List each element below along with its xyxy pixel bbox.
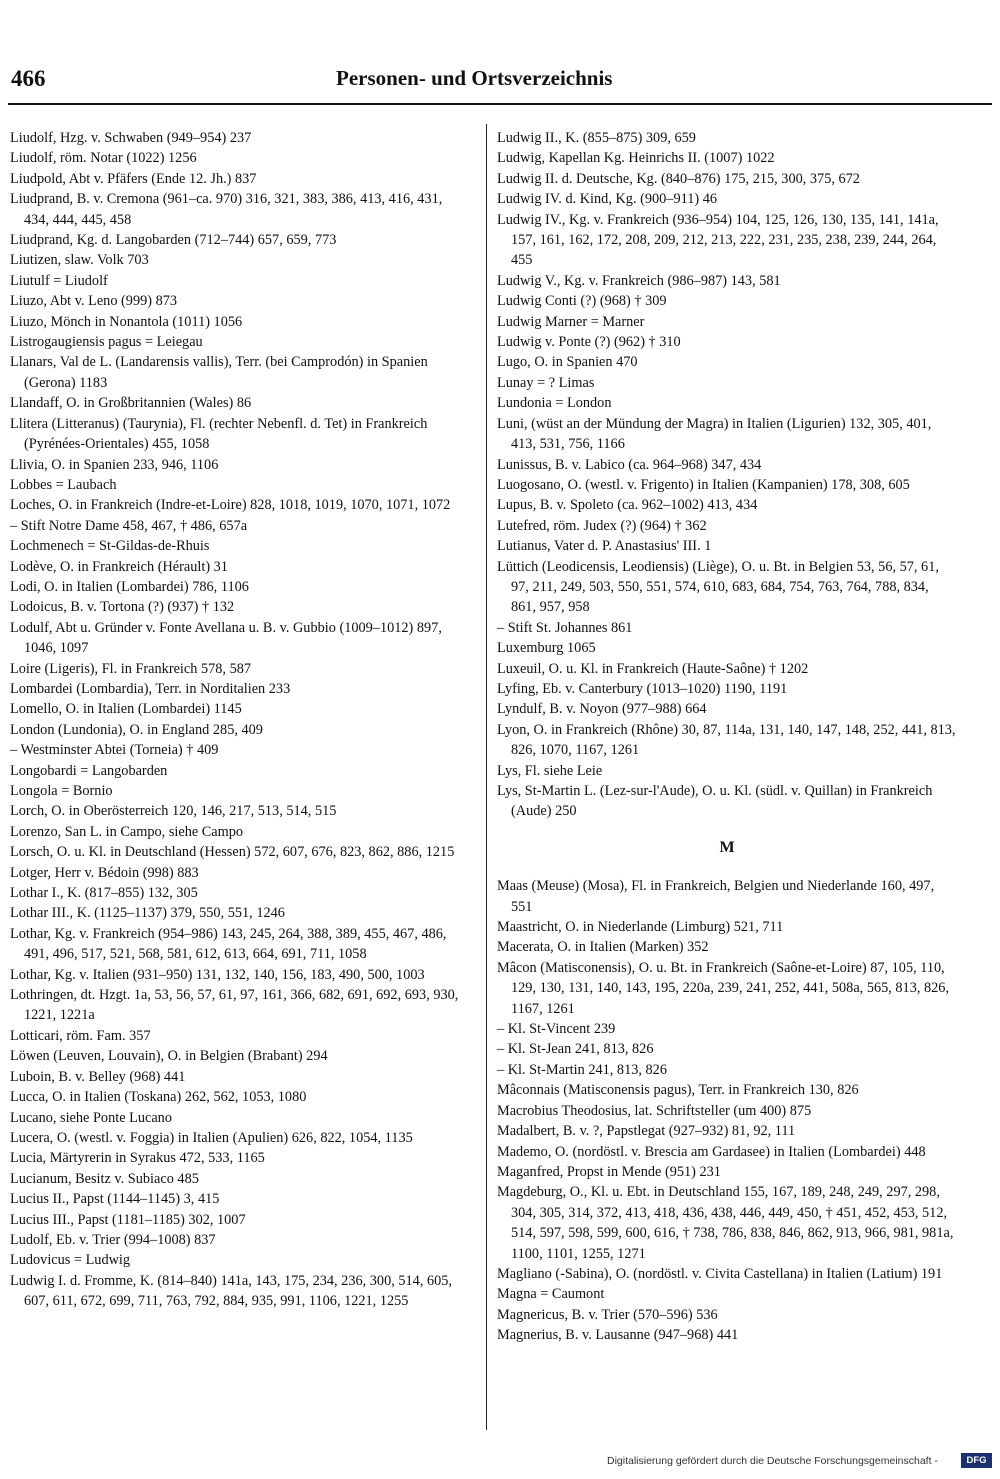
- index-entry: Llandaff, O. in Großbritannien (Wales) 86: [10, 395, 252, 412]
- index-entry: Madalbert, B. v. ?, Papstlegat (927–932) 81, 92, 111: [497, 1123, 796, 1140]
- index-entry: Liuzo, Mönch in Nonantola (1011) 1056: [10, 313, 243, 330]
- index-entry: Lodi, O. in Italien (Lombardei) 786, 1106: [10, 578, 249, 595]
- index-entry: Lodève, O. in Frankreich (Hérault) 31: [10, 558, 228, 575]
- index-entry: Ludwig, Kapellan Kg. Heinrichs II. (1007) 1022: [497, 150, 775, 167]
- index-entry: Luogosano, O. (westl. v. Frigento) in Italien (Kampanien) 178, 308, 605: [497, 476, 910, 493]
- index-entry: Macrobius Theodosius, lat. Schriftsteller (um 400) 875: [497, 1102, 812, 1119]
- index-entry: Ludwig Conti (?) (968) † 309: [497, 293, 667, 310]
- index-entry: Magliano (-Sabina), O. (nordöstl. v. Civita Castellana) in Italien (Latium) 191: [497, 1265, 943, 1282]
- index-entry: Loire (Ligeris), Fl. in Frankreich 578, 587: [10, 660, 252, 677]
- index-entry: – Stift St. Johannes 861: [497, 619, 633, 636]
- left-column: [10, 128, 470, 1312]
- index-entry: Lys, St-Martin L. (Lez-sur-l'Aude), O. u. Kl. (südl. v. Quillan) in Frankreich (Aude) 250: [497, 783, 933, 820]
- column-divider: [486, 124, 487, 1430]
- index-entry: Lucia, Märtyrerin in Syrakus 472, 533, 1165: [10, 1150, 265, 1167]
- index-entry: Llanars, Val de L. (Landarensis vallis), Terr. (bei Camprodón) in Spanien (Gerona) 1183: [10, 354, 428, 391]
- index-entry: Lothar, Kg. v. Italien (931–950) 131, 132, 140, 156, 183, 490, 500, 1003: [10, 966, 425, 983]
- index-entry: Lutefred, röm. Judex (?) (964) † 362: [497, 517, 707, 534]
- index-entry: Lothringen, dt. Hzgt. 1a, 53, 56, 57, 61, 97, 161, 366, 682, 691, 692, 693, 930, 1221, 1221a: [10, 987, 459, 1024]
- index-entry: Ludwig IV. d. Kind, Kg. (900–911) 46: [497, 191, 718, 208]
- index-entry: Lyon, O. in Frankreich (Rhône) 30, 87, 114a, 131, 140, 147, 148, 252, 441, 813, 826, 1070, 1167, 1261: [497, 721, 956, 759]
- index-entry: Liudprand, B. v. Cremona (961–ca. 970) 316, 321, 383, 386, 413, 416, 431, 434, 444, 445, 458: [10, 191, 443, 228]
- index-entry: Lothar III., K. (1125–1137) 379, 550, 551, 1246: [10, 905, 285, 922]
- index-entry: Lothar I., K. (817–855) 132, 305: [10, 885, 198, 902]
- page-title: Personen- und Ortsverzeichnis: [336, 66, 613, 90]
- index-entry: Luni, (wüst an der Mündung der Magra) in Italien (Ligurien) 132, 305, 401, 413, 531, 756, 1166: [497, 415, 932, 453]
- index-entry: Lucca, O. in Italien (Toskana) 262, 562, 1053, 1080: [10, 1089, 307, 1106]
- index-entry: Maas (Meuse) (Mosa), Fl. in Frankreich, Belgien und Niederlande 160, 497, 551: [497, 878, 935, 915]
- index-entry: Magdeburg, O., Kl. u. Ebt. in Deutschland 155, 167, 189, 248, 249, 297, 298, 304, 305, 314, 372, 413, 418, 436, 438, 446, 449, 450, † 451, 452, 453, 512, 514, 597, 598, 599, 600, 616, † 738, 786, 838, 846, 862, 913, 966, 981, 981a, 1100, 1101, 1255, 1271: [497, 1184, 954, 1262]
- index-entry: Lucius III., Papst (1181–1185) 302, 1007: [10, 1211, 246, 1228]
- index-entry: Lorenzo, San L. in Campo, siehe Campo: [10, 823, 244, 840]
- index-entry: Lochmenech = St-Gildas-de-Rhuis: [10, 538, 210, 555]
- index-entry: Lyndulf, B. v. Noyon (977–988) 664: [497, 701, 707, 718]
- index-entry: Ludwig IV., Kg. v. Frankreich (936–954) 104, 125, 126, 130, 135, 141, 141a, 157, 161, 162, 172, 208, 209, 212, 213, 222, 231, 235, 238, 239, 244, 264, 455: [497, 211, 939, 269]
- index-entry: Luboin, B. v. Belley (968) 441: [10, 1068, 186, 1085]
- index-entry: Llivia, O. in Spanien 233, 946, 1106: [10, 456, 219, 473]
- index-entry: Ludwig II. d. Deutsche, Kg. (840–876) 175, 215, 300, 375, 672: [497, 170, 860, 187]
- index-entry: Liudprand, Kg. d. Langobarden (712–744) 657, 659, 773: [10, 232, 337, 249]
- index-entry: Lutianus, Vater d. P. Anastasius' III. 1: [497, 538, 712, 555]
- index-entry: Ludovicus = Ludwig: [10, 1252, 131, 1269]
- index-entry: Magna = Caumont: [497, 1286, 605, 1303]
- index-entry: Liuzo, Abt v. Leno (999) 873: [10, 293, 178, 310]
- index-entry: Loches, O. in Frankreich (Indre-et-Loire) 828, 1018, 1019, 1070, 1071, 1072: [10, 497, 451, 514]
- index-entry: Lüttich (Leodicensis, Leodiensis) (Liège), O. u. Bt. in Belgien 53, 56, 57, 61, 97, 211, 249, 503, 550, 551, 574, 610, 683, 684, 754, 763, 764, 788, 834, 861, 957, 958: [497, 558, 939, 616]
- index-entry: Lomello, O. in Italien (Lombardei) 1145: [10, 701, 242, 718]
- index-entry: Ludwig I. d. Fromme, K. (814–840) 141a, 143, 175, 234, 236, 300, 514, 605, 607, 611, 672, 699, 711, 763, 792, 884, 935, 991, 1106, 1221, 1255: [10, 1272, 452, 1310]
- index-entry: London (Lundonia), O. in England 285, 409: [10, 721, 263, 738]
- index-entry: Lobbes = Laubach: [10, 476, 117, 493]
- index-entry: Ludolf, Eb. v. Trier (994–1008) 837: [10, 1231, 216, 1248]
- index-entry: Liudolf, röm. Notar (1022) 1256: [10, 150, 197, 167]
- index-entry: Mademo, O. (nordöstl. v. Brescia am Gardasee) in Italien (Lombardei) 448: [497, 1143, 926, 1160]
- right-column: [497, 128, 957, 1346]
- index-entry: Lorsch, O. u. Kl. in Deutschland (Hessen) 572, 607, 676, 823, 862, 886, 1215: [10, 844, 455, 861]
- index-entry: Liudolf, Hzg. v. Schwaben (949–954) 237: [10, 130, 252, 146]
- page-number: 466: [11, 66, 46, 91]
- index-entry: Lucano, siehe Ponte Lucano: [10, 1109, 172, 1126]
- index-entry: Lodulf, Abt u. Gründer v. Fonte Avellana u. B. v. Gubbio (1009–1012) 897, 1046, 1097: [10, 619, 442, 657]
- index-entry: Lys, Fl. siehe Leie: [497, 762, 603, 779]
- index-entry: Lucius II., Papst (1144–1145) 3, 415: [10, 1191, 220, 1208]
- index-entry: – Kl. St-Vincent 239: [497, 1021, 616, 1038]
- index-entry: Lotger, Herr v. Bédoin (998) 883: [10, 864, 199, 881]
- index-entry: Lupus, B. v. Spoleto (ca. 962–1002) 413, 434: [497, 497, 758, 514]
- index-entry: Magnericus, B. v. Trier (570–596) 536: [497, 1306, 718, 1323]
- index-entry: Liutulf = Liudolf: [10, 272, 108, 289]
- index-entry: Ludwig Marner = Marner: [497, 313, 645, 330]
- index-entry: Ludwig II., K. (855–875) 309, 659: [497, 130, 696, 146]
- index-entry: Lucera, O. (westl. v. Foggia) in Italien (Apulien) 626, 822, 1054, 1135: [10, 1129, 413, 1146]
- index-entry: Mâcon (Matisconensis), O. u. Bt. in Frankreich (Saône-et-Loire) 87, 105, 110, 129, 130, 131, 140, 143, 195, 220a, 239, 241, 252, 441, 508a, 565, 813, 826, 1167, 1261: [497, 959, 950, 1017]
- index-entry: Lucianum, Besitz v. Subiaco 485: [10, 1170, 199, 1187]
- index-entry: – Westminster Abtei (Torneia) † 409: [10, 742, 219, 759]
- index-entry: Mâconnais (Matisconensis pagus), Terr. in Frankreich 130, 826: [497, 1082, 859, 1099]
- index-entry: Longobardi = Langobarden: [10, 762, 168, 779]
- dfg-logo: DFG: [961, 1453, 992, 1468]
- index-entry: Listrogaugiensis pagus = Leiegau: [10, 334, 203, 351]
- index-entry: Lombardei (Lombardia), Terr. in Norditalien 233: [10, 680, 291, 697]
- index-entry: Lotticari, röm. Fam. 357: [10, 1027, 151, 1044]
- index-entry: Liutizen, slaw. Volk 703: [10, 252, 149, 269]
- index-entry: Löwen (Leuven, Louvain), O. in Belgien (Brabant) 294: [10, 1048, 328, 1065]
- index-entry: Liudpold, Abt v. Pfäfers (Ende 12. Jh.) 837: [10, 170, 257, 187]
- index-entry: – Stift Notre Dame 458, 467, † 486, 657a: [10, 517, 248, 534]
- index-entry: Lyfing, Eb. v. Canterbury (1013–1020) 1190, 1191: [497, 680, 788, 697]
- index-entry: Lodoicus, B. v. Tortona (?) (937) † 132: [10, 599, 235, 616]
- index-entry: Ludwig V., Kg. v. Frankreich (986–987) 143, 581: [497, 272, 781, 289]
- index-entry: Lunay = ? Limas: [497, 374, 595, 391]
- index-entry: Macerata, O. in Italien (Marken) 352: [497, 939, 709, 956]
- index-entry: Maastricht, O. in Niederlande (Limburg) 521, 711: [497, 919, 784, 936]
- index-entry: Ludwig v. Ponte (?) (962) † 310: [497, 334, 681, 351]
- index-entry: Lundonia = London: [497, 395, 612, 412]
- header-rule: [8, 103, 992, 105]
- index-entry: Luxemburg 1065: [497, 640, 596, 657]
- index-entry: Llitera (Litteranus) (Taurynia), Fl. (rechter Nebenfl. d. Tet) in Frankreich (Pyrénées-Orientales) 455, 1058: [10, 415, 428, 453]
- index-entry: Lorch, O. in Oberösterreich 120, 146, 217, 513, 514, 515: [10, 803, 337, 820]
- footer-credit: Digitalisierung gefördert durch die Deutsche Forschungsgemeinschaft -: [607, 1455, 938, 1467]
- index-entry: Lunissus, B. v. Labico (ca. 964–968) 347, 434: [497, 456, 762, 473]
- index-entry: – Kl. St-Jean 241, 813, 826: [497, 1041, 654, 1058]
- index-entry: Maganfred, Propst in Mende (951) 231: [497, 1163, 721, 1180]
- index-entry: Lothar, Kg. v. Frankreich (954–986) 143, 245, 264, 388, 389, 455, 467, 486, 491, 496, 517, 521, 568, 581, 612, 613, 664, 691, 711, 1058: [10, 925, 447, 963]
- index-entry: Magnerius, B. v. Lausanne (947–968) 441: [497, 1327, 739, 1344]
- index-entry: Luxeuil, O. u. Kl. in Frankreich (Haute-Saône) † 1202: [497, 660, 809, 677]
- index-entry: Lugo, O. in Spanien 470: [497, 354, 638, 371]
- section-letter-heading: M: [719, 838, 735, 856]
- index-entry: Longola = Bornio: [10, 783, 113, 799]
- index-entry: – Kl. St-Martin 241, 813, 826: [497, 1061, 667, 1078]
